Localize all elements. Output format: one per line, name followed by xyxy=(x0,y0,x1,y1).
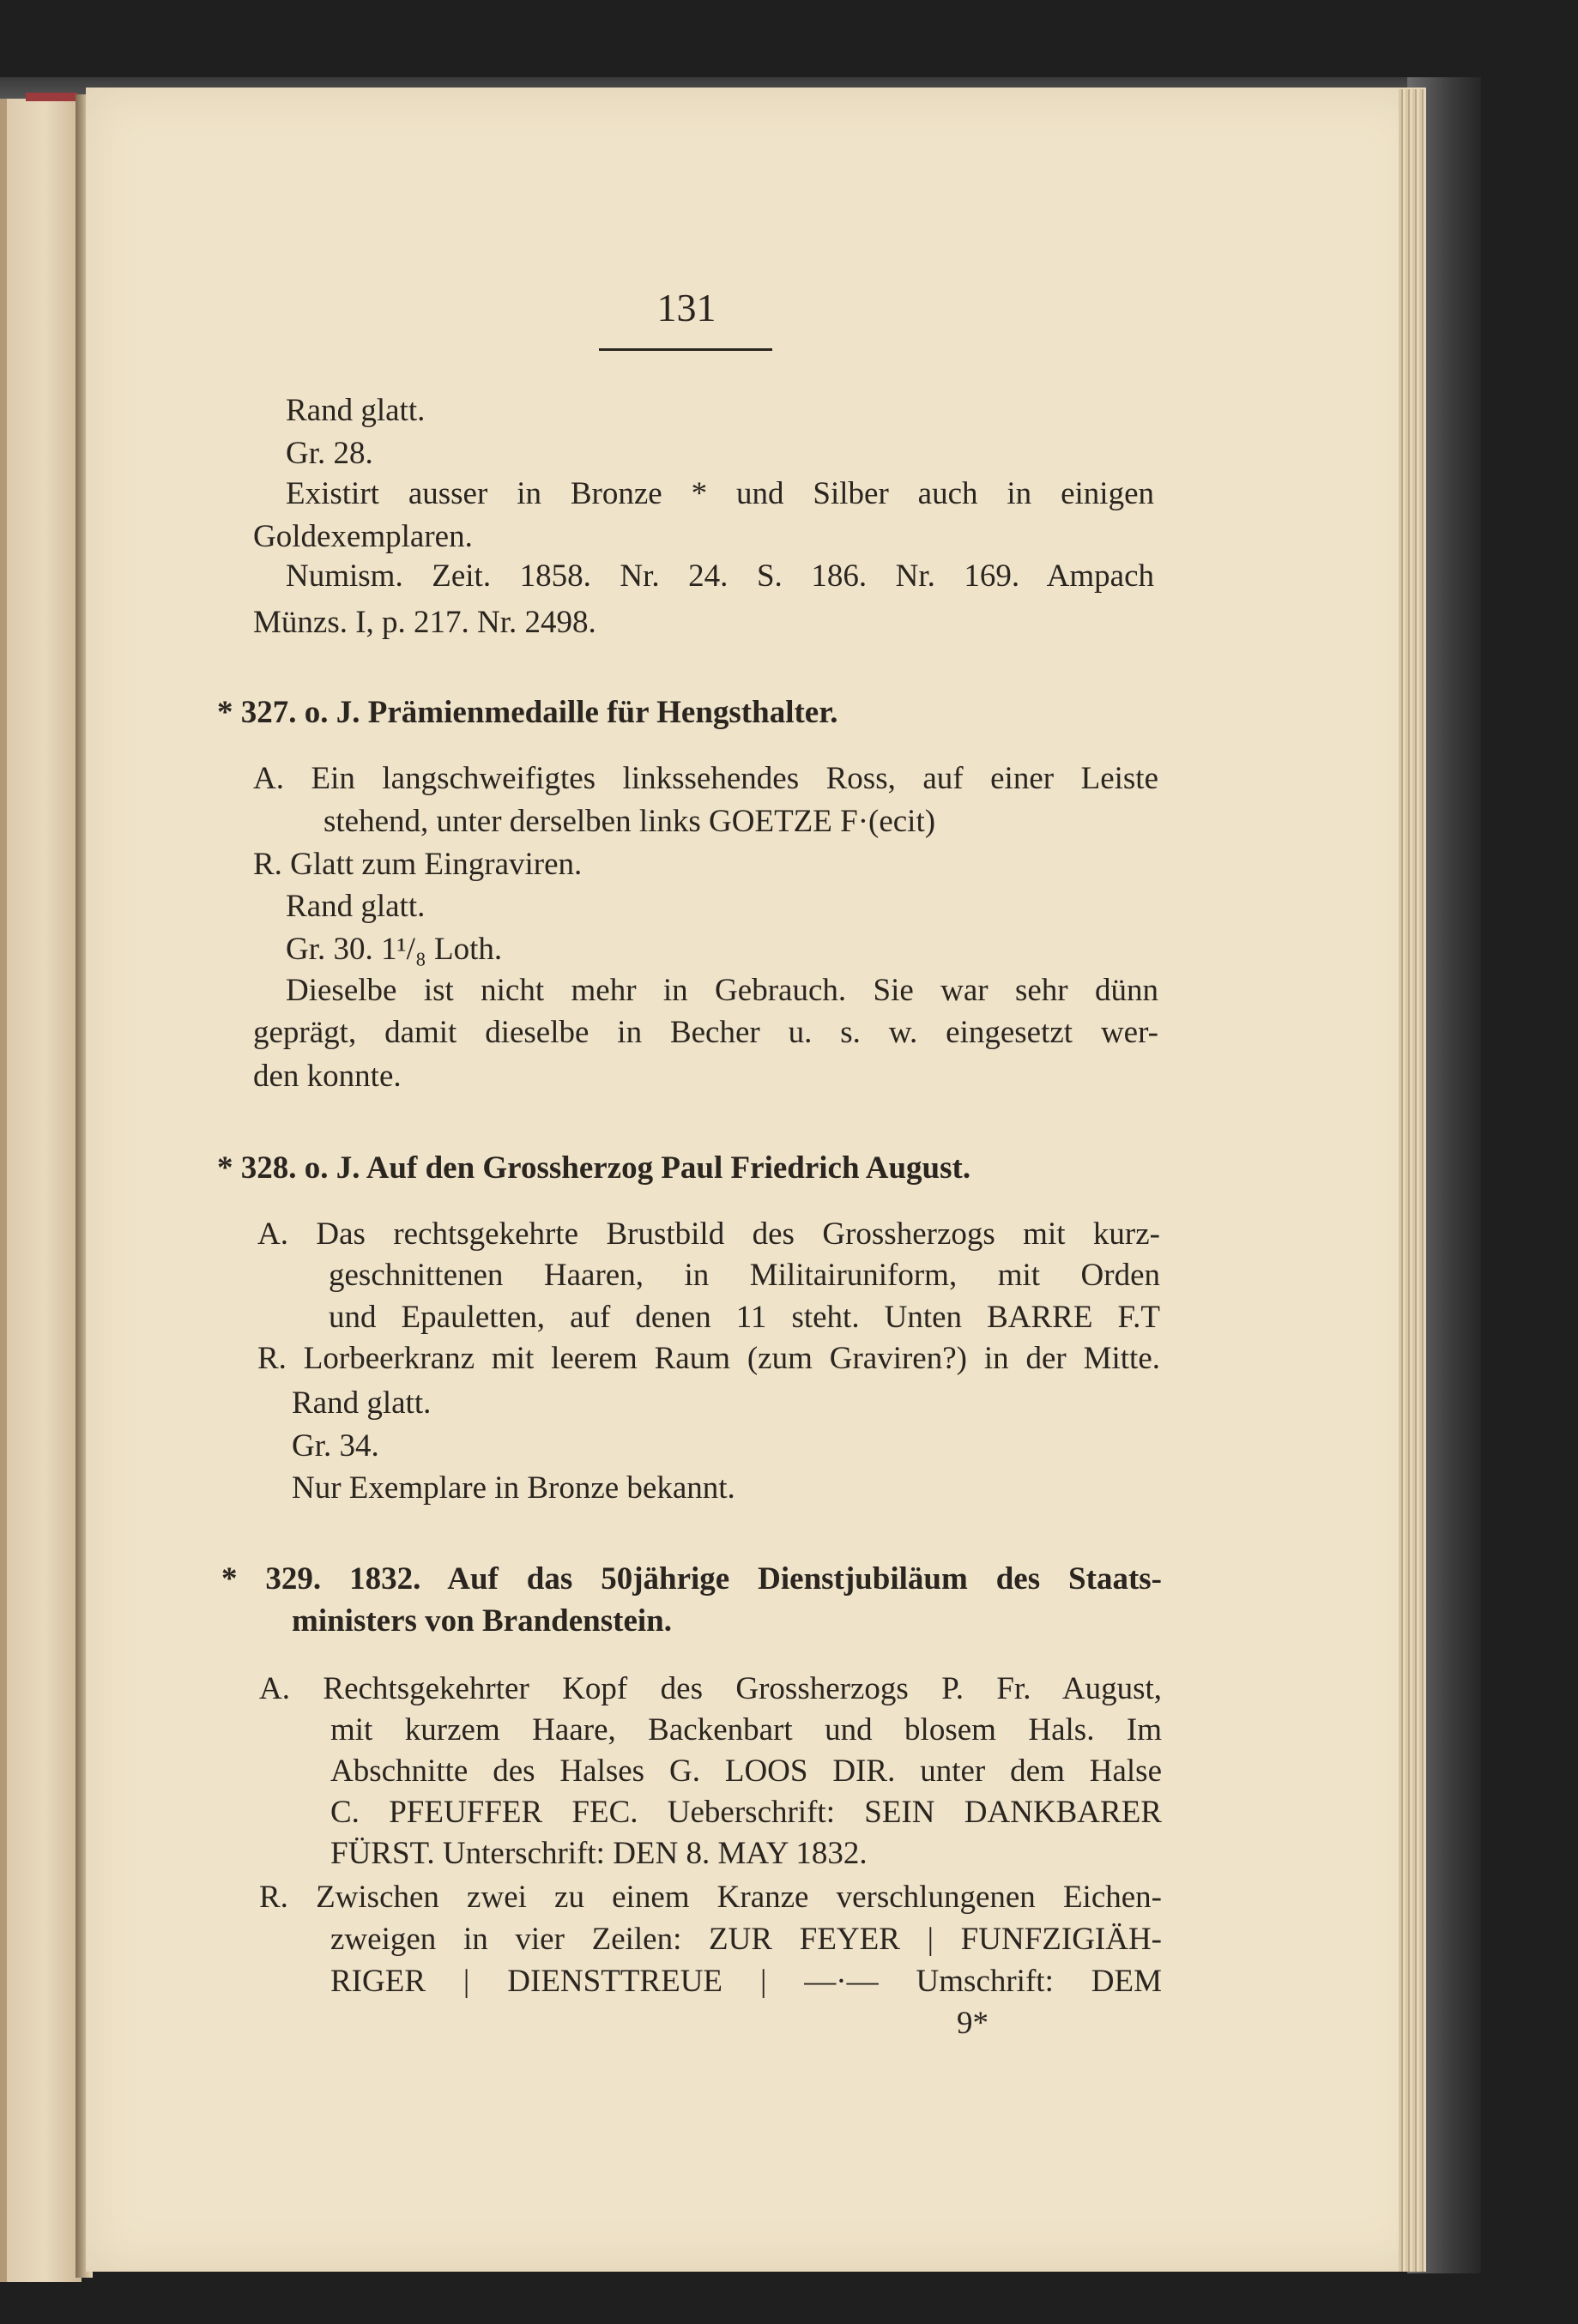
text-line: Nur Exemplare in Bronze bekannt. xyxy=(292,1470,735,1506)
text-line: Abschnitte des Halses G. LOOS DIR. unter dem Halse xyxy=(330,1754,1162,1789)
entry-heading: ministers von Brandenstein. xyxy=(292,1603,673,1639)
signature-mark: 9* xyxy=(957,2006,989,2041)
entry-heading: * 329. 1832. Auf das 50jährige Dienstjubiläum des Staats- xyxy=(221,1561,1162,1597)
text-line: A. Das rechtsgekehrte Brustbild des Grossherzogs mit kurz- xyxy=(257,1216,1160,1252)
text-line: Numism. Zeit. 1858. Nr. 24. S. 186. Nr. 169. Ampach xyxy=(286,558,1154,594)
page-number: 131 xyxy=(656,286,716,329)
text-line: A. Ein langschweifigtes linkssehendes Ross, auf einer Leiste xyxy=(253,761,1158,796)
text-line: Existirt ausser in Bronze * und Silber auch in einigen xyxy=(286,476,1154,511)
text-line: Gr. 34. xyxy=(292,1428,379,1464)
text-line: Rand glatt. xyxy=(286,393,426,428)
text-line: zweigen in vier Zeilen: ZUR FEYER | FUNFZIGIÄH- xyxy=(330,1922,1162,1957)
text-line: R. Lorbeerkranz mit leerem Raum (zum Graviren?) in der Mitte. xyxy=(257,1341,1160,1376)
text-line: Gr. 28. xyxy=(286,436,373,471)
page-fore-edge xyxy=(1399,89,1426,2272)
text-line: und Epauletten, auf denen 11 steht. Unten BARRE F.T xyxy=(329,1300,1160,1335)
text-line: geprägt, damit dieselbe in Becher u. s. w. eingesetzt wer- xyxy=(253,1015,1158,1050)
text-line: geschnittenen Haaren, in Militairuniform, mit Orden xyxy=(329,1258,1160,1293)
text-line: Münzs. I, p. 217. Nr. 2498. xyxy=(253,605,596,640)
page-number-rule xyxy=(599,348,772,351)
text-line: Dieselbe ist nicht mehr in Gebrauch. Sie war sehr dünn xyxy=(286,973,1158,1008)
text-line: mit kurzem Haare, Backenbart und blosem Hals. Im xyxy=(330,1712,1162,1748)
text-line: Rand glatt. xyxy=(292,1385,432,1421)
text-line: R. Zwischen zwei zu einem Kranze verschlungenen Eichen- xyxy=(259,1880,1162,1915)
text-line: den konnte. xyxy=(253,1059,402,1094)
text-line: FÜRST. Unterschrift: DEN 8. MAY 1832. xyxy=(330,1836,868,1871)
text-line: A. Rechtsgekehrter Kopf des Grossherzogs P. Fr. August, xyxy=(259,1671,1162,1706)
spine-binding xyxy=(26,93,77,101)
text-line: R. Glatt zum Eingraviren. xyxy=(253,847,583,882)
left-page-edge xyxy=(0,99,82,2282)
text-line: Goldexemplaren. xyxy=(253,519,473,554)
entry-heading: * 328. o. J. Auf den Grossherzog Paul Friedrich August. xyxy=(217,1150,971,1186)
text-line: Gr. 30. 1¹/₈ Loth. xyxy=(286,932,503,967)
text-line: RIGER | DIENSTTREUE | —·— Umschrift: DEM xyxy=(330,1964,1162,1999)
text-line: C. PFEUFFER FEC. Ueberschrift: SEIN DANKBARER xyxy=(330,1795,1162,1830)
text-line: stehend, unter derselben links GOETZE F·(ecit) xyxy=(323,804,936,839)
entry-heading: * 327. o. J. Prämienmedaille für Hengsthalter. xyxy=(217,695,838,730)
text-line: Rand glatt. xyxy=(286,889,426,924)
